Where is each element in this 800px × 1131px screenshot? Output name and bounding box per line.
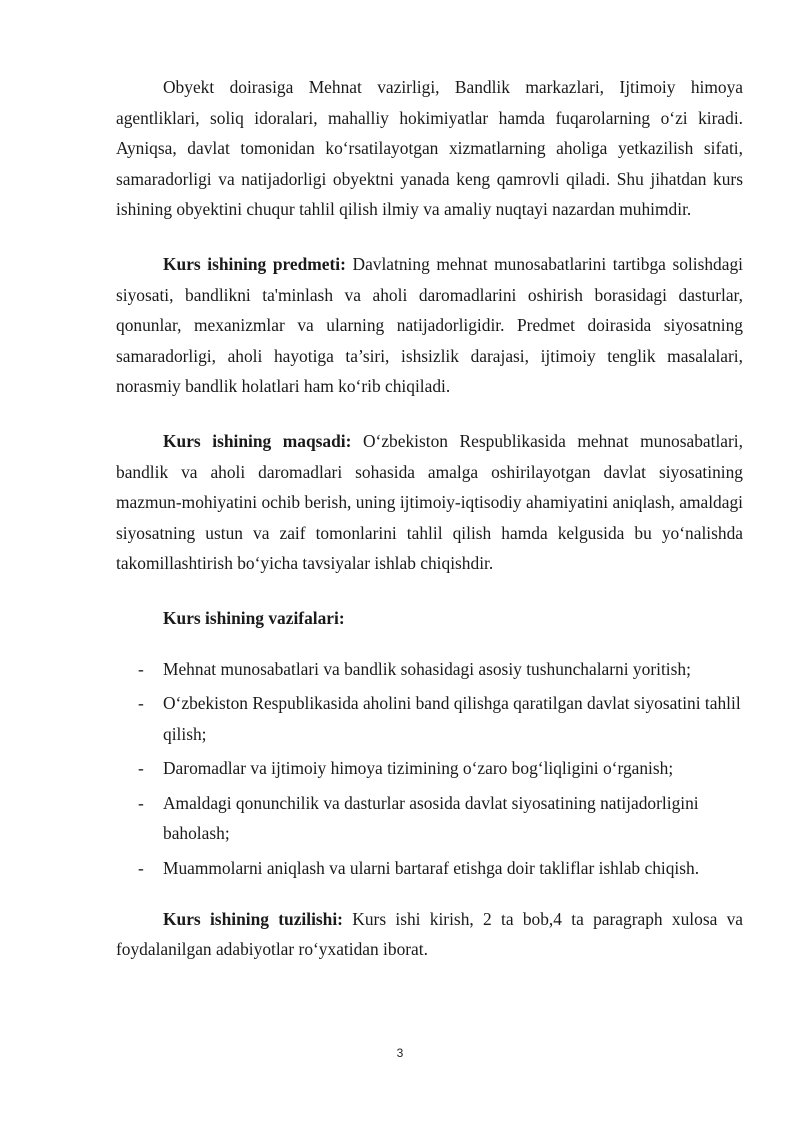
- page-number: 3: [396, 1046, 404, 1060]
- list-item: [116, 688, 743, 749]
- list-item-text: O‘zbekiston Respublikasida aholini band qilishga qaratilgan davlat siyosatini tahlil qilish;: [163, 693, 741, 744]
- list-item-text: Daromadlar va ijtimoiy himoya tizimining o‘zaro bog‘liqligini o‘rganish;: [163, 758, 674, 779]
- paragraph-structure: [116, 904, 743, 965]
- list-item: [116, 753, 743, 784]
- goal-label: Kurs ishining maqsadi:: [163, 430, 352, 451]
- list-item: [116, 788, 743, 849]
- subject-label: Kurs ishining predmeti:: [163, 253, 346, 274]
- list-item: [116, 853, 743, 884]
- structure-text: Kurs ishi kirish, 2 ta bob,4 ta paragraph xulosa va foydalanilgan adabiyotlar ro‘yxatidan iborat.: [116, 908, 744, 960]
- paragraph-subject: [116, 249, 743, 402]
- paragraph-goal: [116, 426, 743, 579]
- list-item-text: Mehnat munosabatlari va bandlik sohasidagi asosiy tushunchalarni yoritish;: [163, 658, 691, 679]
- list-item-text: Amaldagi qonunchilik va dasturlar asosida davlat siyosatining natijadorligini baholash;: [163, 792, 699, 844]
- list-dash: -: [138, 792, 144, 813]
- list-dash: -: [138, 758, 144, 779]
- document-page: [116, 72, 743, 965]
- subject-text: Davlatning mehnat munosabatlarini tartibga solishdagi siyosati, bandlikni ta'minlash va aholi daromadlarini oshirish borasidagi dasturlar, qonunlar, mexanizmlar va ularning natijadorligidir. Predmet doirasida siyosatning samaradorligi, aholi hayotiga ta’siri, ishsizlik darajasi, ijtimoiy tenglik masalalari, norasmiy bandlik holatlari ham ko‘rib chiqiladi.: [116, 253, 743, 397]
- list-dash: -: [138, 693, 144, 714]
- list-item-text: Muammolarni aniqlash va ularni bartaraf etishga doir takliflar ishlab chiqish.: [163, 858, 700, 879]
- structure-label: Kurs ishining tuzilishi:: [163, 908, 343, 929]
- tasks-heading: Kurs ishining vazifalari:: [163, 607, 345, 628]
- goal-text: O‘zbekiston Respublikasida mehnat munosabatlari, bandlik va aholi daromadlari sohasida amalga oshirilayotgan davlat siyosatining mazmun-mohiyatini ochib berish, uning ijtimoiy-iqtisodiy ahamiyatini aniqlash, amaldagi siyosatning ustun va zaif tomonlarini tahlil qilish hamda kelgusida bu yo‘nalishda takomillashtirish bo‘yicha tavsiyalar ishlab chiqishdir.: [116, 430, 743, 574]
- list-dash: -: [138, 658, 144, 679]
- list-item: [116, 654, 743, 685]
- paragraph-object-scope: [116, 72, 743, 225]
- tasks-list: [116, 654, 743, 884]
- list-dash: -: [138, 858, 144, 879]
- paragraph-object-scope-text: Obyekt doirasiga Mehnat vazirligi, Bandlik markazlari, Ijtimoiy himoya agentliklari, soliq idoralari, mahalliy hokimiyatlar hamda fuqarolarning o‘zi kiradi. Ayniqsa, davlat tomonidan ko‘rsatilayotgan xizmatlarning aholiga yetkazilish sifati, samaradorligi va natijadorligi obyektni yanada keng qamrovli qiladi. Shu jihatdan kurs ishining obyektini chuqur tahlil qilish ilmiy va amaliy nuqtayi nazardan muhimdir.: [116, 77, 743, 220]
